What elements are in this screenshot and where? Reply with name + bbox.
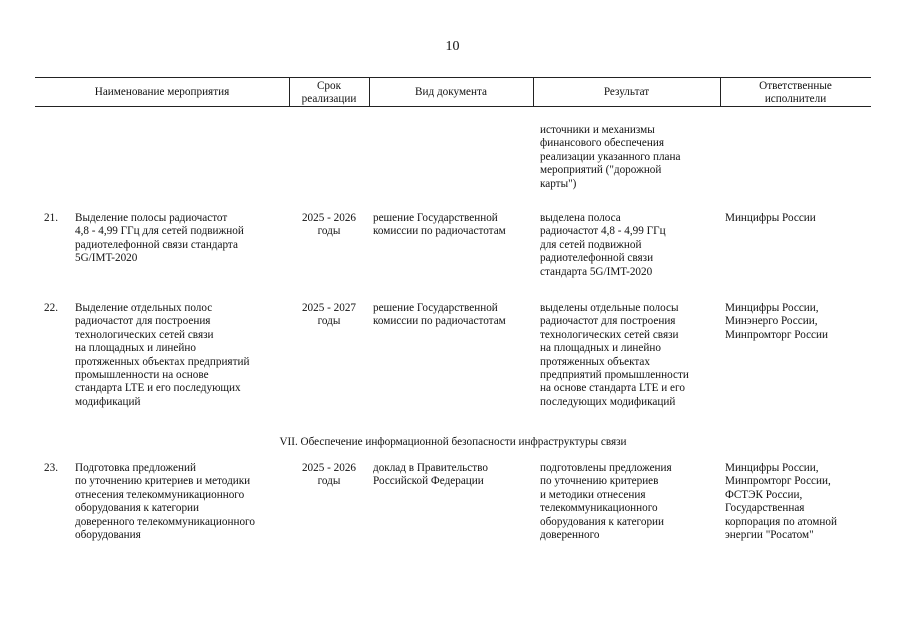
text-line: Выделение отдельных полос: [75, 302, 213, 314]
row-result: [540, 462, 720, 542]
continuation-result: [540, 124, 720, 191]
text-line: ФСТЭК России,: [725, 488, 803, 501]
header-top-rule: [35, 77, 871, 78]
row-number: 23.: [44, 462, 58, 474]
text-line: Ответственные: [759, 80, 832, 92]
text-line: выделены отдельные полосы: [540, 302, 679, 314]
text-line: для сетей подвижной: [540, 238, 642, 251]
text-line: технологических сетей связи: [75, 328, 214, 341]
text-line: комиссии по радиочастотам: [373, 225, 506, 238]
text-line: Минпромторг России,: [725, 475, 831, 488]
text-line: стандарта 5G/IMT-2020: [540, 265, 653, 278]
text-line: годы: [317, 475, 341, 488]
row-doc: [373, 302, 533, 329]
text-line: радиочастот 4,8 - 4,99 ГГц: [540, 225, 666, 238]
text-line: корпорация по атомной: [725, 515, 837, 528]
row-result: [540, 212, 720, 279]
text-line: Минцифры России,: [725, 302, 819, 314]
text-line: оборудования: [75, 529, 141, 542]
text-line: 4,8 - 4,99 ГГц для сетей подвижной: [75, 225, 244, 238]
header-name: Наименование мероприятия: [94, 86, 230, 98]
row-term: [289, 212, 369, 239]
text-line: Минцифры России,: [725, 462, 819, 474]
text-line: финансового обеспечения: [540, 137, 664, 150]
row-name: [75, 212, 287, 266]
text-line: 2025 - 2026: [301, 462, 357, 474]
text-line: решение Государственной: [373, 212, 498, 224]
text-line: промышленности на основе: [75, 369, 209, 382]
header-term: [289, 80, 369, 107]
header-result: Результат: [603, 86, 650, 98]
row-result: [540, 302, 720, 409]
section-title: VII. Обеспечение информационной безопасности инфраструктуры связи: [279, 436, 627, 448]
row-term: [289, 302, 369, 329]
text-line: оборудования к категории: [75, 502, 200, 515]
text-line: исполнители: [764, 93, 827, 106]
text-line: телекоммуникационного: [540, 502, 658, 515]
text-line: подготовлены предложения: [540, 462, 672, 474]
text-line: реализации: [301, 93, 357, 106]
text-line: протяженных объектах: [540, 355, 650, 368]
text-line: Минэнерго России,: [725, 315, 818, 328]
text-line: радиотелефонной связи: [540, 252, 654, 265]
text-line: Срок: [316, 80, 342, 92]
text-line: технологических сетей связи: [540, 328, 679, 341]
row-responsible: [725, 462, 871, 542]
text-line: по уточнению критериев: [540, 475, 659, 488]
row-name: [75, 302, 287, 409]
text-line: годы: [317, 225, 341, 238]
text-line: радиотелефонной связи стандарта: [75, 238, 238, 251]
text-line: годы: [317, 315, 341, 328]
text-line: на основе стандарта LTE и его: [540, 382, 685, 395]
text-line: предприятий промышленности: [540, 369, 689, 382]
text-line: стандарта LTE и его последующих: [75, 382, 241, 395]
header-doc-type: Вид документа: [415, 86, 487, 98]
text-line: 2025 - 2026: [301, 212, 357, 224]
text-line: на площадных и линейно: [540, 342, 661, 355]
text-line: источники и механизмы: [540, 124, 655, 136]
text-line: мероприятий ("дорожной: [540, 164, 662, 177]
text-line: комиссии по радиочастотам: [373, 315, 506, 328]
row-doc: [373, 212, 533, 239]
text-line: модификаций: [75, 395, 141, 408]
text-line: отнесения телекоммуникационного: [75, 488, 245, 501]
row-doc: [373, 462, 533, 489]
text-line: на площадных и линейно: [75, 342, 196, 355]
text-line: и методики отнесения: [540, 488, 646, 501]
text-line: доклад в Правительство: [373, 462, 488, 474]
text-line: Минцифры России: [725, 212, 816, 224]
text-line: по уточнению критериев и методики: [75, 475, 251, 488]
text-line: Подготовка предложений: [75, 462, 196, 474]
text-line: радиочастот для построения: [540, 315, 676, 328]
row-number: 21.: [44, 212, 58, 224]
text-line: выделена полоса: [540, 212, 621, 224]
text-line: Государственная: [725, 502, 805, 515]
text-line: энергии "Росатом": [725, 529, 814, 542]
text-line: решение Государственной: [373, 302, 498, 314]
text-line: оборудования к категории: [540, 515, 665, 528]
row-responsible: [725, 212, 871, 225]
text-line: протяженных объектах предприятий: [75, 355, 250, 368]
row-number: 22.: [44, 302, 58, 314]
row-name: [75, 462, 287, 542]
text-line: последующих модификаций: [540, 395, 676, 408]
header-responsible: [720, 80, 871, 107]
text-line: Минпромторг России: [725, 328, 828, 341]
text-line: Выделение полосы радиочастот: [75, 212, 228, 224]
text-line: доверенного: [540, 529, 600, 542]
text-line: карты"): [540, 177, 577, 190]
text-line: радиочастот для построения: [75, 315, 211, 328]
text-line: Российской Федерации: [373, 475, 484, 488]
text-line: реализации указанного плана: [540, 150, 681, 163]
text-line: 5G/IMT-2020: [75, 252, 138, 265]
row-term: [289, 462, 369, 489]
row-responsible: [725, 302, 871, 342]
page-number: 10: [445, 39, 460, 54]
text-line: доверенного телекоммуникационного: [75, 515, 255, 528]
text-line: 2025 - 2027: [301, 302, 357, 314]
